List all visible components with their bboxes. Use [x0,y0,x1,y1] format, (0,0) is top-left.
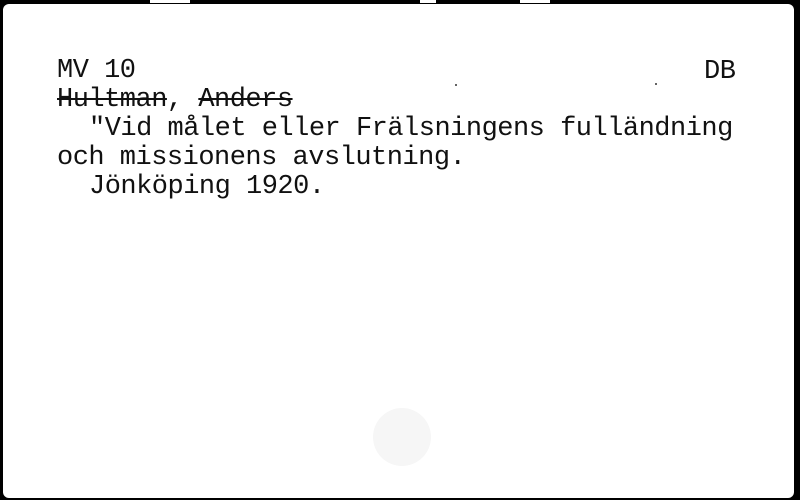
paper-stain [373,408,431,466]
author-surname: Hultman [57,85,167,115]
top-edge-mark [520,0,550,3]
author-line [57,85,293,115]
speck [455,84,457,86]
title-line-1: "Vid målet eller Frälsningens fulländning [89,114,733,144]
top-edge-mark [420,0,436,3]
card-face [3,4,794,498]
imprint-line: Jönköping 1920. [89,172,325,202]
author-given: Anders [198,85,293,115]
speck [655,83,657,85]
shelfmark: MV 10 [57,56,136,86]
library-code: DB [704,57,736,87]
top-edge-mark [150,0,190,3]
author-separator: , [166,85,199,115]
title-line-2: och missionens avslutning. [57,143,466,173]
card-edge-right [794,0,800,500]
